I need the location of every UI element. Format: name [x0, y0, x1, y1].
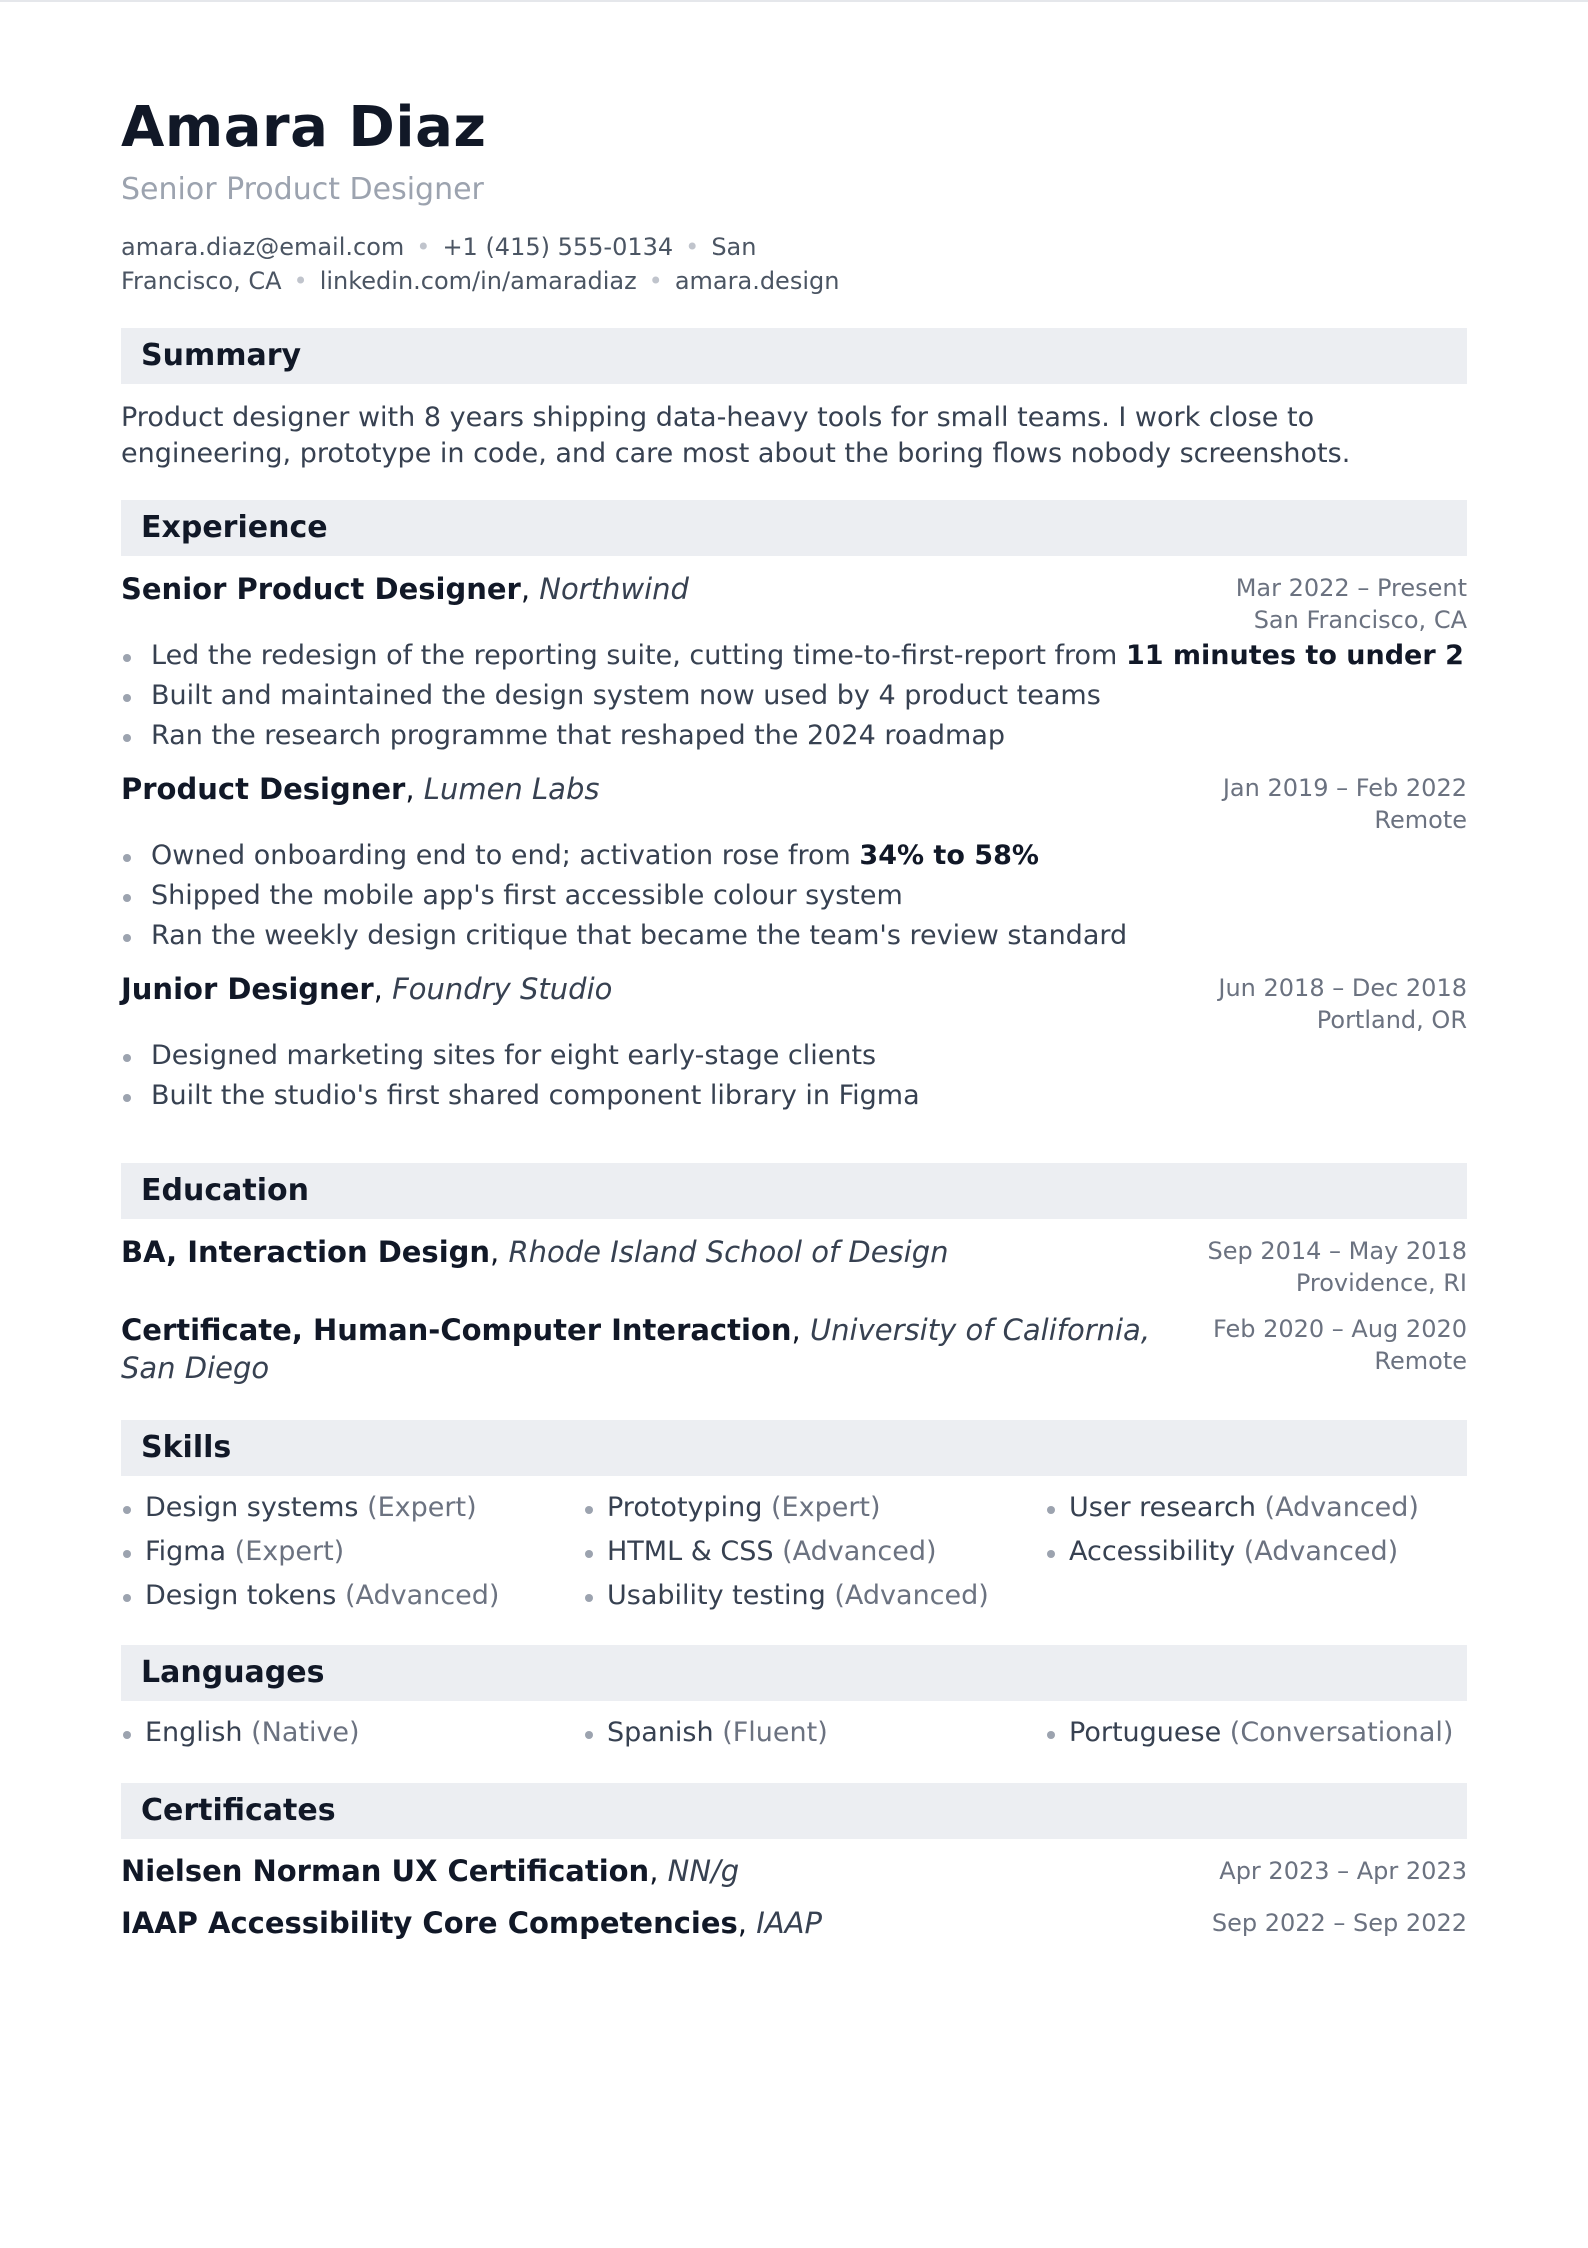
education-entry [121, 1233, 1467, 1311]
job-title: Product Designer, Lumen Labs [121, 772, 600, 806]
job-company: Northwind [539, 572, 689, 606]
summary-text: Product designer with 8 years shipping data-heavy tools for small teams. I work close to engineering, prototype in code, and care most about the boring flows nobody screenshots. [121, 402, 1351, 469]
candidate-title: Senior Product Designer [121, 172, 484, 207]
certificate-issuer: IAAP [756, 1906, 822, 1940]
job-company: Lumen Labs [423, 772, 600, 806]
skills-grid [121, 1486, 1467, 1618]
job-dates: Jun 2018 – Dec 2018 [1218, 974, 1467, 1002]
education-title: BA, Interaction Design, Rhode Island School of Design [121, 1235, 949, 1269]
job-location: Portland, OR [1316, 1006, 1467, 1034]
job-title: Senior Product Designer, Northwind [121, 572, 689, 606]
section-heading: Education [121, 1163, 1467, 1219]
contact-website[interactable]: amara.design [674, 267, 840, 295]
education-entry [121, 1311, 1467, 1393]
education-location: Remote [1374, 1347, 1467, 1375]
section-heading: Certificates [121, 1783, 1467, 1839]
education-school: University of California, San Diego [121, 1313, 1151, 1385]
languages-grid [121, 1711, 1467, 1755]
certificate-dates: Sep 2022 – Sep 2022 [1211, 1909, 1467, 1937]
language-item: English (Native) [121, 1711, 583, 1755]
education-section [121, 1163, 1467, 1393]
section-heading: Summary [121, 328, 1467, 384]
job-entry [121, 770, 1467, 956]
job-role: Product Designer [121, 772, 406, 806]
skill-item: Accessibility (Advanced) [1045, 1530, 1467, 1574]
certificate-title: IAAP Accessibility Core Competencies, IAAP [121, 1906, 822, 1940]
separator-dot: • [293, 267, 308, 295]
contact-linkedin[interactable]: linkedin.com/in/amaradiaz [319, 267, 637, 295]
education-degree: Certificate, Human-Computer Interaction [121, 1313, 792, 1347]
summary-section [121, 328, 1467, 472]
job-title: Junior Designer, Foundry Studio [121, 972, 613, 1006]
list-item: Led the redesign of the reporting suite, cutting time-to-first-report from 11 minutes to under 2 [121, 636, 1467, 676]
certificate-entry [121, 1851, 1467, 1903]
skill-item: HTML & CSS (Advanced) [583, 1530, 1045, 1574]
certificates-section [121, 1783, 1467, 1955]
job-meta [1218, 972, 1467, 1036]
list-item: Shipped the mobile app's first accessible colour system [121, 876, 1467, 916]
education-degree: BA, Interaction Design [121, 1235, 491, 1269]
job-entry [121, 570, 1467, 756]
job-location: Remote [1374, 806, 1467, 834]
job-bullets [121, 1036, 1467, 1116]
list-item: Ran the research programme that reshaped the 2024 roadmap [121, 716, 1467, 756]
list-item: Built the studio's first shared component library in Figma [121, 1076, 1467, 1116]
separator-dot: • [648, 267, 663, 295]
contact-email[interactable]: amara.diaz@email.com [121, 233, 405, 261]
separator-dot: • [685, 233, 700, 261]
certificate-name: Nielsen Norman UX Certification [121, 1854, 650, 1888]
job-role: Junior Designer [121, 972, 374, 1006]
job-meta [1236, 572, 1467, 636]
skill-item: Design tokens (Advanced) [121, 1574, 583, 1618]
separator-dot: • [416, 233, 431, 261]
education-dates: Sep 2014 – May 2018 [1207, 1237, 1467, 1265]
certificate-name: IAAP Accessibility Core Competencies [121, 1906, 738, 1940]
job-entry [121, 970, 1467, 1116]
skills-section [121, 1420, 1467, 1618]
certificate-title: Nielsen Norman UX Certification, NN/g [121, 1854, 740, 1888]
job-location: San Francisco, CA [1253, 606, 1467, 634]
skill-item: Figma (Expert) [121, 1530, 583, 1574]
certificate-issuer: NN/g [667, 1854, 740, 1888]
skill-item: Prototyping (Expert) [583, 1486, 1045, 1530]
education-title: Certificate, Human-Computer Interaction, University of California, San Diego [121, 1313, 1151, 1385]
list-item: Designed marketing sites for eight early-stage clients [121, 1036, 1467, 1076]
education-meta [1207, 1235, 1467, 1299]
skill-item: Design systems (Expert) [121, 1486, 583, 1530]
job-role: Senior Product Designer [121, 572, 521, 606]
contact-location: San Francisco, CA [121, 233, 757, 295]
certificate-entry [121, 1903, 1467, 1955]
job-meta [1223, 772, 1467, 836]
job-company: Foundry Studio [392, 972, 613, 1006]
section-heading: Languages [121, 1645, 1467, 1701]
list-item: Ran the weekly design critique that became the team's review standard [121, 916, 1467, 956]
skill-item: User research (Advanced) [1045, 1486, 1467, 1530]
language-item: Portuguese (Conversational) [1045, 1711, 1467, 1755]
top-border [0, 0, 1588, 2]
section-heading: Skills [121, 1420, 1467, 1476]
certificate-dates: Apr 2023 – Apr 2023 [1219, 1857, 1467, 1885]
candidate-name: Amara Diaz [121, 95, 487, 160]
education-location: Providence, RI [1295, 1269, 1467, 1297]
job-dates: Mar 2022 – Present [1235, 574, 1467, 602]
skill-item: Usability testing (Advanced) [583, 1574, 1045, 1618]
experience-section [121, 500, 1467, 1116]
language-item: Spanish (Fluent) [583, 1711, 1045, 1755]
education-school: Rhode Island School of Design [508, 1235, 949, 1269]
contact-line [121, 230, 881, 298]
job-bullets [121, 636, 1467, 756]
job-bullets [121, 836, 1467, 956]
contact-phone[interactable]: +1 (415) 555-0134 [442, 233, 674, 261]
job-dates: Jan 2019 – Feb 2022 [1222, 774, 1467, 802]
list-item: Owned onboarding end to end; activation rose from 34% to 58% [121, 836, 1467, 876]
education-meta [1213, 1313, 1467, 1377]
list-item: Built and maintained the design system now used by 4 product teams [121, 676, 1467, 716]
languages-section [121, 1645, 1467, 1755]
education-dates: Feb 2020 – Aug 2020 [1212, 1315, 1467, 1343]
section-heading: Experience [121, 500, 1467, 556]
